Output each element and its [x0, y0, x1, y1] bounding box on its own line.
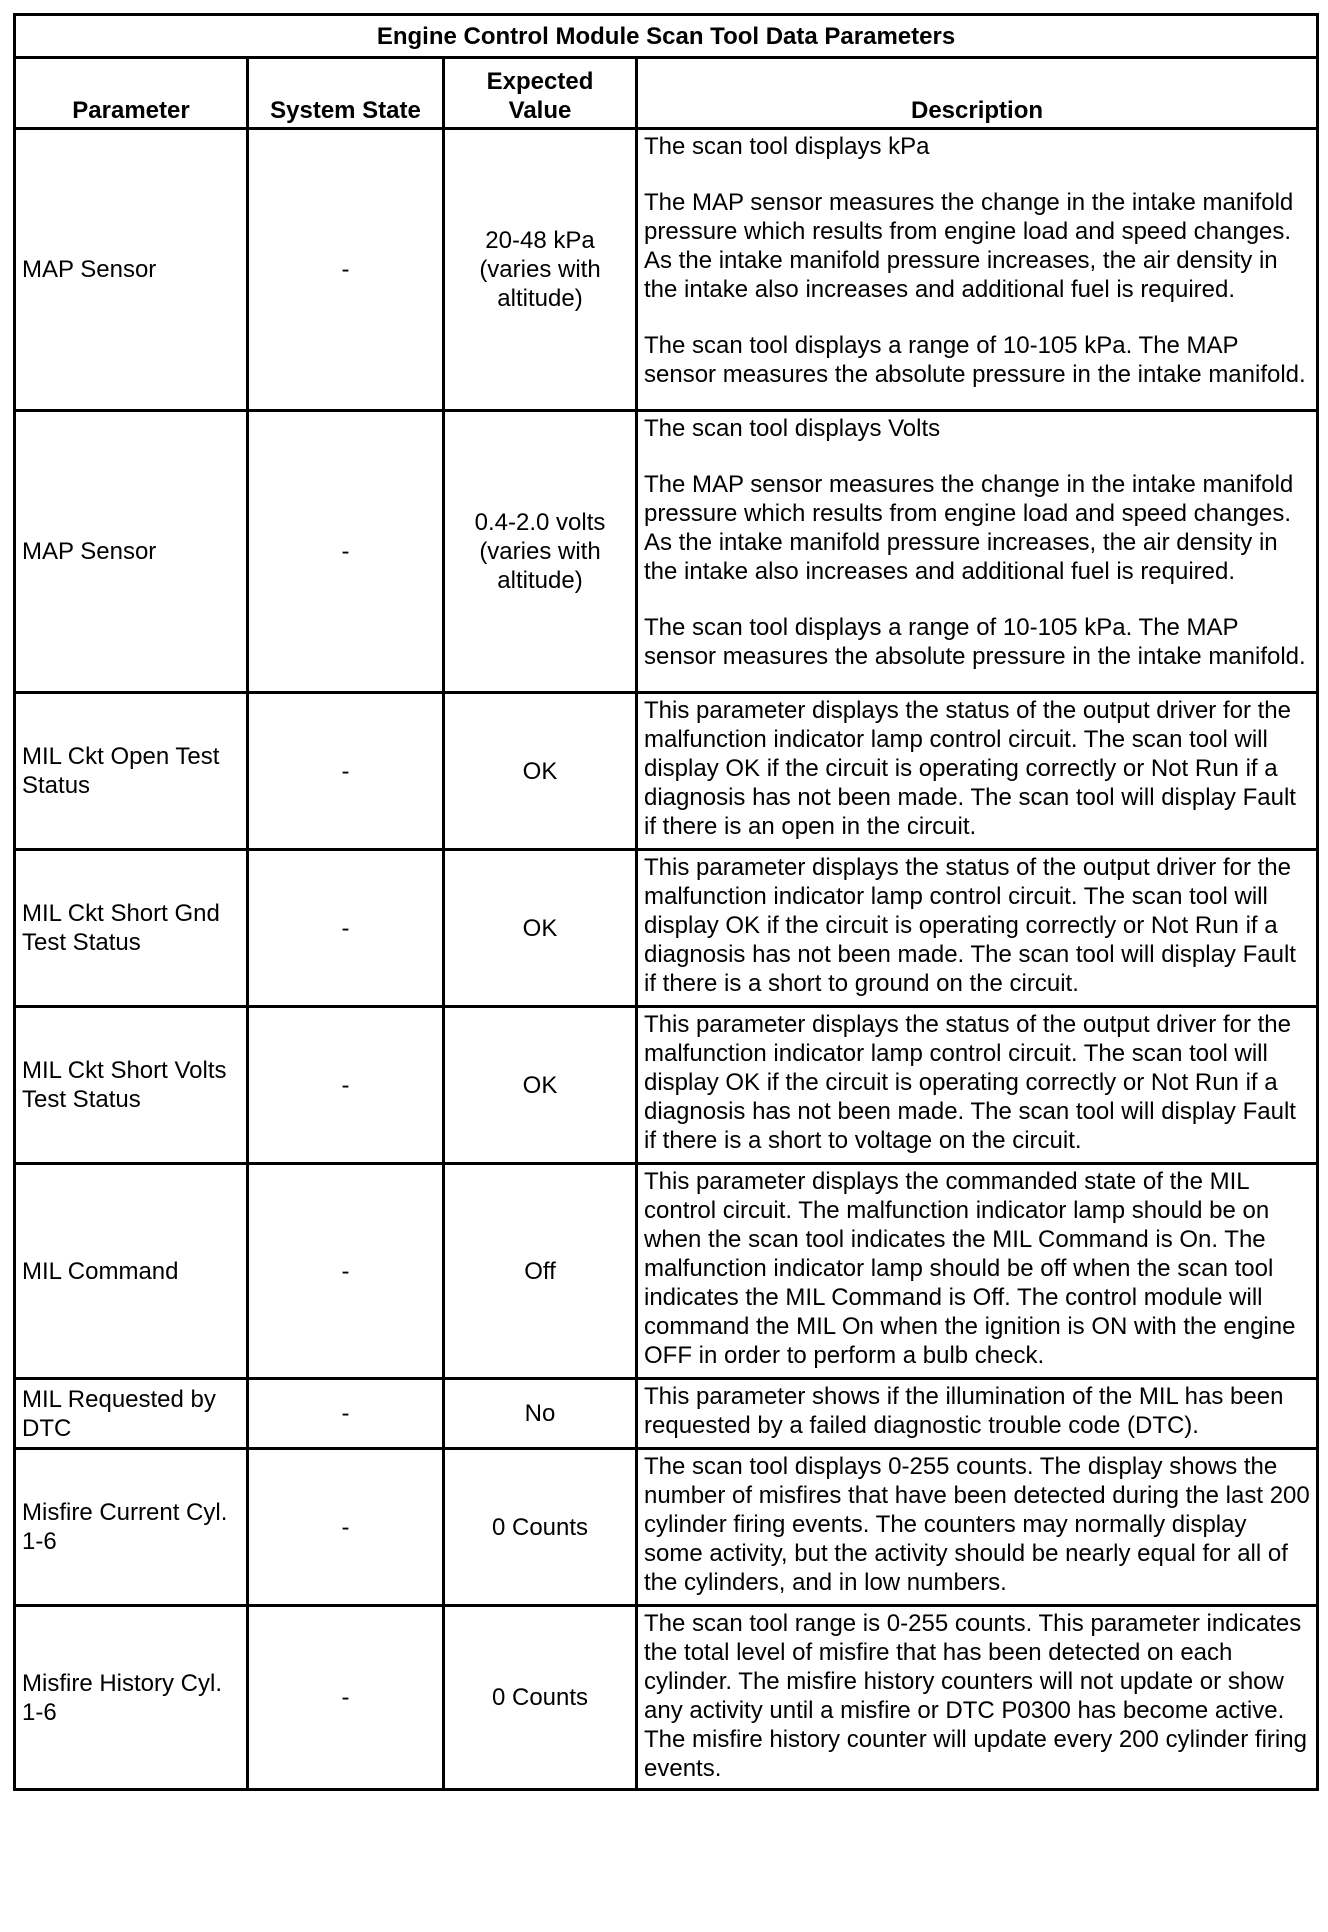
table-row — [15, 129, 1318, 411]
expected-value-cell: OK — [444, 1007, 637, 1164]
system-state-cell: - — [248, 1449, 444, 1606]
system-state-cell: - — [248, 1606, 444, 1790]
description-paragraph: The scan tool displays a range of 10-105 kPa. The MAP sensor measures the absolute pressure in the intake manifold. — [644, 332, 1306, 388]
table-row — [15, 693, 1318, 850]
table-row — [15, 1007, 1318, 1164]
parameter-cell: MIL Ckt Open Test Status — [15, 693, 248, 850]
description-cell — [637, 850, 1318, 1007]
expected-value-cell — [444, 129, 637, 411]
parameter-cell: Misfire Current Cyl. 1-6 — [15, 1449, 248, 1606]
parameter-cell: MIL Ckt Short Volts Test Status — [15, 1007, 248, 1164]
description-cell — [637, 1379, 1318, 1449]
description-paragraph: This parameter shows if the illumination of the MIL has been requested by a failed diagnostic trouble code (DTC). — [644, 1383, 1284, 1439]
header-description: Description — [637, 58, 1318, 129]
table-title: Engine Control Module Scan Tool Data Parameters — [15, 15, 1318, 58]
table-row — [15, 850, 1318, 1007]
description-paragraph: The scan tool range is 0-255 counts. This parameter indicates the total level of misfire that has been detected on each cylinder. The misfire history counters will not update or show any activity until a misfire or DTC P0300 has become active. The misfire history counter will update every 200 cylinder firing events. — [644, 1610, 1307, 1782]
table-row — [15, 1449, 1318, 1606]
header-expected-value — [444, 58, 637, 129]
table-header-row — [15, 58, 1318, 129]
scan-tool-data-table — [13, 13, 1319, 1791]
header-parameter: Parameter — [15, 58, 248, 129]
description-paragraph: This parameter displays the commanded state of the MIL control circuit. The malfunction indicator lamp should be on when the scan tool indicates the MIL Command is On. The malfunction indicator lamp should be off when the scan tool indicates the MIL Command is Off. The control module will command the MIL On when the ignition is ON with the engine OFF in order to perform a bulb check. — [644, 1168, 1296, 1369]
description-paragraph: The scan tool displays Volts — [644, 415, 941, 442]
description-cell — [637, 411, 1318, 693]
description-paragraph: The scan tool displays kPa — [644, 133, 930, 160]
description-paragraph: This parameter displays the status of the output driver for the malfunction indicator lamp control circuit. The scan tool will display OK if the circuit is operating correctly or Not Run if a diagnosis has not been made. The scan tool will display Fault if there is a short to voltage on the circuit. — [644, 1011, 1296, 1154]
scan-tool-table-container — [13, 13, 1316, 1791]
expected-line: 0.4-2.0 volts — [474, 509, 606, 536]
table-row — [15, 411, 1318, 693]
parameter-cell: Misfire History Cyl. 1-6 — [15, 1606, 248, 1790]
expected-value-cell: OK — [444, 693, 637, 850]
system-state-cell: - — [248, 411, 444, 693]
header-system-state: System State — [248, 58, 444, 129]
description-cell — [637, 1007, 1318, 1164]
expected-value-cell: 0 Counts — [444, 1606, 637, 1790]
system-state-cell: - — [248, 129, 444, 411]
table-row — [15, 1606, 1318, 1790]
expected-line: (varies with — [479, 256, 601, 283]
system-state-cell: - — [248, 1379, 444, 1449]
expected-line: (varies with — [479, 538, 601, 565]
expected-value-cell — [444, 411, 637, 693]
description-paragraph: This parameter displays the status of the output driver for the malfunction indicator lamp control circuit. The scan tool will display OK if the circuit is operating correctly or Not Run if a diagnosis has not been made. The scan tool will display Fault if there is a short to ground on the circuit. — [644, 854, 1296, 997]
table-row — [15, 1379, 1318, 1449]
system-state-cell: - — [248, 850, 444, 1007]
parameter-cell: MIL Ckt Short Gnd Test Status — [15, 850, 248, 1007]
description-paragraph: This parameter displays the status of the output driver for the malfunction indicator lamp control circuit. The scan tool will display OK if the circuit is operating correctly or Not Run if a diagnosis has not been made. The scan tool will display Fault if there is an open in the circuit. — [644, 697, 1296, 840]
expected-line: altitude) — [497, 285, 583, 312]
description-paragraph: The MAP sensor measures the change in the intake manifold pressure which results from engine load and speed changes. As the intake manifold pressure increases, the air density in the intake also increases and additional fuel is required. — [644, 471, 1294, 585]
parameter-cell: MIL Requested by DTC — [15, 1379, 248, 1449]
expected-line: 20-48 kPa — [485, 227, 595, 254]
expected-value-cell: No — [444, 1379, 637, 1449]
description-paragraph: The scan tool displays 0-255 counts. The display shows the number of misfires that have been detected during the last 200 cylinder firing events. The counters may normally display some activity, but the activity should be nearly equal for all of the cylinders, and in low numbers. — [644, 1453, 1310, 1596]
parameter-cell: MIL Command — [15, 1164, 248, 1379]
expected-line: altitude) — [497, 567, 583, 594]
system-state-cell: - — [248, 1164, 444, 1379]
description-cell — [637, 1164, 1318, 1379]
description-paragraph: The scan tool displays a range of 10-105 kPa. The MAP sensor measures the absolute pressure in the intake manifold. — [644, 614, 1306, 670]
description-cell — [637, 1449, 1318, 1606]
description-paragraph: The MAP sensor measures the change in the intake manifold pressure which results from engine load and speed changes. As the intake manifold pressure increases, the air density in the intake also increases and additional fuel is required. — [644, 189, 1294, 303]
system-state-cell: - — [248, 1007, 444, 1164]
table-title-row — [15, 15, 1318, 58]
system-state-cell: - — [248, 693, 444, 850]
header-expected-line2: Value — [508, 97, 572, 124]
description-cell — [637, 129, 1318, 411]
description-cell — [637, 1606, 1318, 1790]
table-row — [15, 1164, 1318, 1379]
expected-value-cell: Off — [444, 1164, 637, 1379]
expected-value-cell: OK — [444, 850, 637, 1007]
expected-value-cell: 0 Counts — [444, 1449, 637, 1606]
parameter-cell: MAP Sensor — [15, 129, 248, 411]
header-expected-line1: Expected — [486, 68, 594, 95]
description-cell — [637, 693, 1318, 850]
parameter-cell: MAP Sensor — [15, 411, 248, 693]
